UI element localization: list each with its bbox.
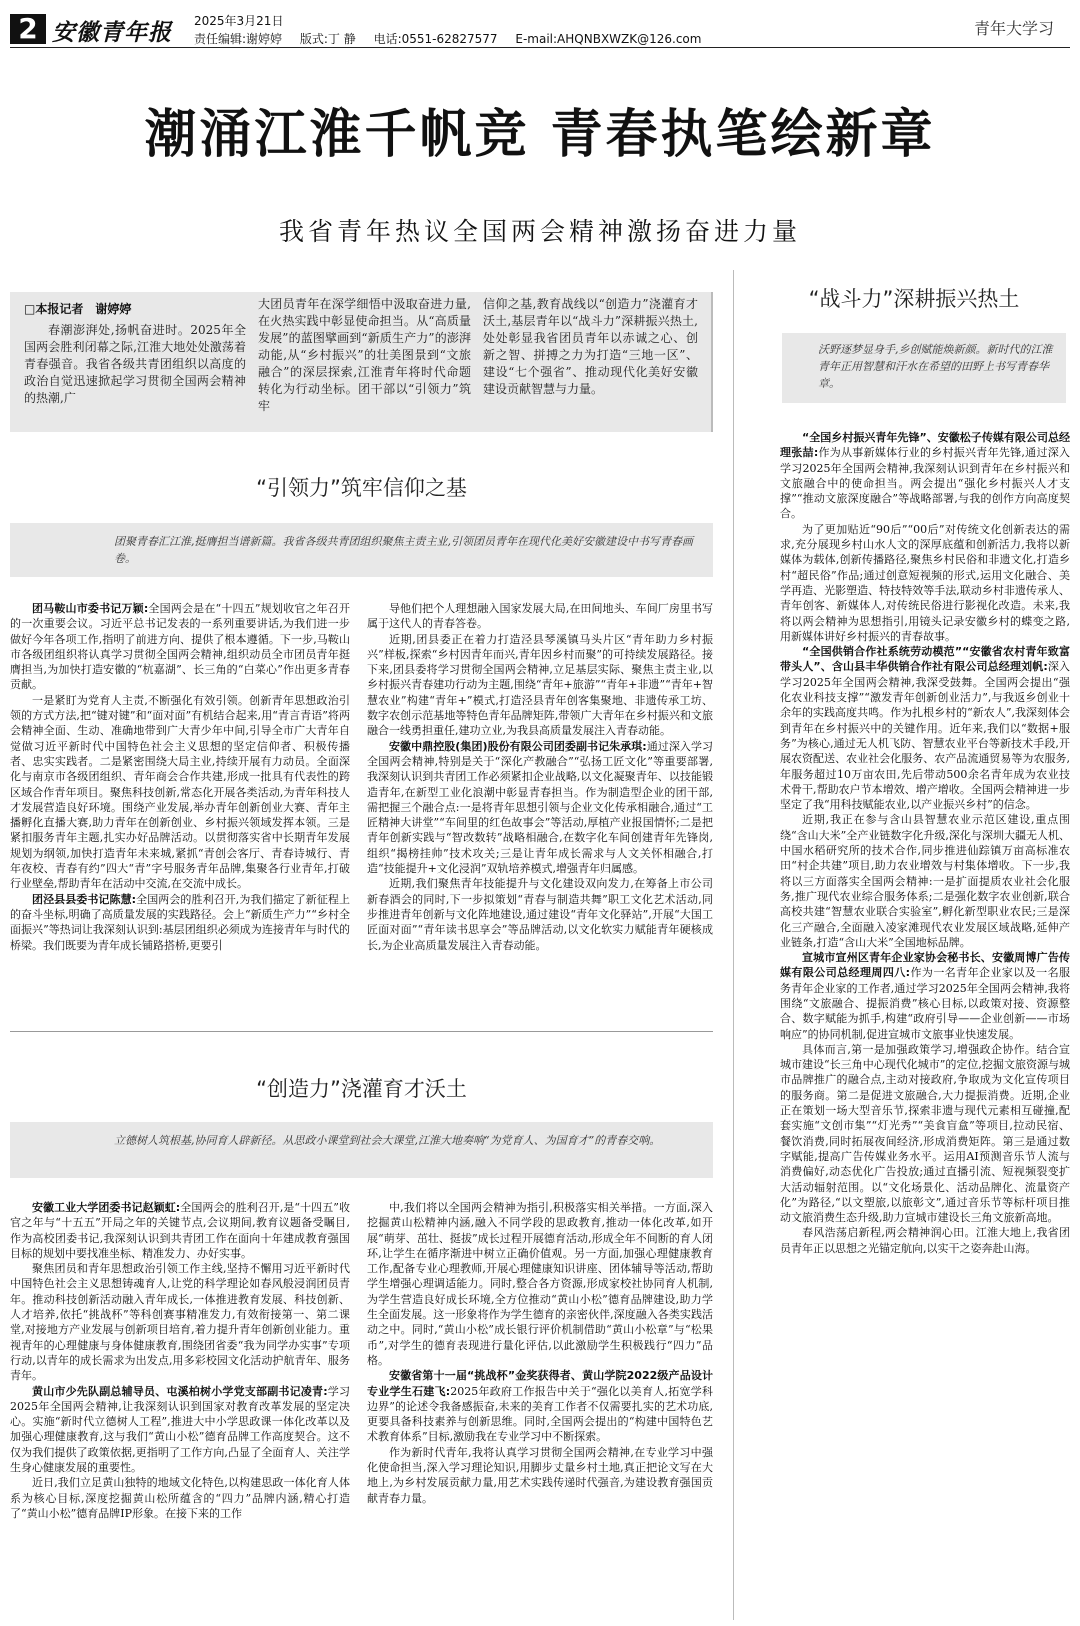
section-name: 青年大学习 xyxy=(973,19,1054,38)
section-title-yinling: “引领力”筑牢信仰之基 xyxy=(256,476,467,500)
paragraph xyxy=(367,632,713,739)
paragraph xyxy=(780,950,1070,1042)
paragraph xyxy=(10,1200,350,1261)
speaker-name: 团马鞍山市委书记万颖: xyxy=(32,602,149,615)
lead-column-3: 信仰之基,教育战线以“创造力”浇灌育才沃土,基层青年以“战斗力”深耕振兴热土,处处彰显我省团员青年以赤诚之心、创新之智、拼搏之力为打造“三地一区”、建设“七个强省”、推动现代化美好安徽建设贡献智慧与力量。 xyxy=(483,297,698,396)
page-number: 2 xyxy=(10,14,46,44)
byline: □本报记者 谢婷婷 xyxy=(24,302,132,316)
page-header xyxy=(10,10,1070,46)
paragraph xyxy=(780,522,1070,644)
headline: 潮涌江淮千帆竞 青春执笔绘新章 xyxy=(144,105,936,165)
paragraph xyxy=(10,1384,350,1476)
article-column xyxy=(367,1200,713,1620)
layout-designer: 版式:丁 静 xyxy=(299,32,356,46)
newspaper-name: 安徽青年报 xyxy=(52,19,172,46)
paragraph-text: 2025年政府工作报告中关于“强化以美育人,拓宽学科边界”的论述令我备感振奋,未来的美育工作者不仅需要扎实的艺术功底,更要具备科技素养与创新思维。同时,全国两会提出的“构建中国特色艺术教育体系”目标,激励我在专业学习中不断探索。 xyxy=(367,1384,713,1444)
paragraph xyxy=(780,1225,1070,1256)
section-divider xyxy=(10,1031,713,1032)
speaker-name: 安徽工业大学团委书记赵颖虹: xyxy=(32,1201,181,1214)
speaker-name: 安徽中鼎控股(集团)股份有限公司团委副书记朱承琪: xyxy=(389,739,647,753)
section-title-chuangzao: “创造力”浇灌育才沃土 xyxy=(256,1077,467,1101)
article-column xyxy=(10,1200,350,1620)
editor-info xyxy=(194,30,715,47)
paragraph-text: 近日,我们立足黄山独特的地域文化特色,以构建思政一体化育人体系为核心目标,深度挖掘黄山松所蕴含的“四力”品牌内涵,精心打造了“黄山小松”德育品牌IP形象。在接下来的工作 xyxy=(10,1476,350,1520)
paragraph xyxy=(10,1261,350,1383)
paragraph xyxy=(780,812,1070,950)
paragraph-text: 作为新时代青年,我将认真学习贯彻全国两会精神,在专业学习中强化使命担当,深入学习理论知识,用脚步丈量乡村土地,真正把论文写在大地上,为乡村发展贡献力量,用艺术实践传递时代强音,为建设教育强国贡献青春力量。 xyxy=(367,1445,713,1505)
paragraph xyxy=(367,1368,713,1444)
paragraph-text: 具体而言,第一是加强政策学习,增强政企协作。结合宣城市建设“长三角中心现代化城市”的定位,挖掘文旅资源与城市品牌推广的融合点,主动对接政府,争取成为文化宣传项目的服务商。第二是促进文旅融合,大力提振消费。近期,企业正在策划一场大型音乐节,探索非遗与现代元素相互碰撞,配套实施“文创市集”“灯光秀”“美食盲盒”等项目,拉动民宿、餐饮消费,同时拓展夜间经济,形成消费矩阵。第三是通过数字赋能,提高广告传媒业务水平。运用AI预测音乐节人流与消费偏好,动态优化广告投放;通过直播引流、短视频裂变扩大活动辐射范围。以“文化场景化、活动品牌化、流量资产化”为路径,“以文塑旅,以旅彰文”,通过音乐节等标杆项目推动文旅消费生态升级,助力宣城市建设长三角文旅新高地。 xyxy=(780,1042,1070,1225)
paragraph xyxy=(10,892,350,953)
paragraph xyxy=(780,644,1070,812)
paragraph-text: 学习2025年全国两会精神,让我深刻认识到国家对教育改革发展的坚定决心。实施“新时代立德树人工程”,推进大中小学思政课一体化改革以及加强心理健康教育,这与我们“黄山小松”德育品牌工作高度契合。这不仅为我们提供了政策依据,更指明了工作方向,凸显了全面育人、关注学生身心健康发展的重要性。 xyxy=(10,1384,350,1475)
speaker-name: 宣城市宣州区青年企业家协会秘书长、安徽周博广告传媒有限公司总经理周四八: xyxy=(780,951,1070,980)
paragraph-text: 导他们把个人理想融入国家发展大局,在田间地头、车间厂房里书写属于这代人的青春答卷。 xyxy=(367,602,713,631)
section-title-zhandou: “战斗力”深耕振兴热土 xyxy=(808,287,1020,311)
lead-column-1: 春潮澎湃处,扬帆奋进时。2025年全国两会胜利闭幕之际,江淮大地处处激荡着青春强音。我省各级共青团组织以高度的政治自觉迅速掀起学习贯彻全国两会精神的热潮,广 xyxy=(24,323,246,405)
paragraph xyxy=(367,739,713,877)
paragraph-text: 春风浩荡启新程,两会精神润心田。江淮大地上,我省团员青年正以思想之光锚定航向,以实干之姿奔赴山海。 xyxy=(780,1226,1070,1255)
article-column xyxy=(10,601,350,1019)
paragraph-text: 全国两会的胜利召开,是“十四五”收官之年与“十五五”开局之年的关键节点,会议期间,教育议题备受瞩目,作为高校团委书记,我深刻认识到共青团工作在面向十年建成教育强国目标的规划中要找准坐标、精准发力、办好实事。 xyxy=(10,1201,350,1260)
paragraph-text: 为了更加贴近“90后”“00后”对传统文化创新表达的需求,充分展现乡村山水人文的深厚底蕴和创新活力,我将以新媒体为载体,创新传播路径,聚焦乡村民俗和非遗文化,打造乡村“超民俗”作品;通过创意短视频的形式,运用文化融合、美学再造、光影塑造、特技特效等手法,联动乡村非遗传承人、青年创客、新媒体人,对传统民俗进行影视化改造。未来,我将以两会精神为思想指引,用镜头记录安徽乡村的蝶变之路,用新媒体讲好乡村振兴的青春故事。 xyxy=(780,522,1070,643)
paragraph-text: 作为从事新媒体行业的乡村振兴青年先锋,通过深入学习2025年全国两会精神,我深刻认识到青年在乡村振兴和文旅融合中的使命担当。两会提出“强化乡村振兴人才支撑”“推动文旅深度融合”等战略部署,与我的创作方向高度契合。 xyxy=(780,446,1070,521)
section-intro-chuangzao: 立德树人筑根基,协同育人辟新径。从思政小课堂到社会大课堂,江淮大地奏响“为党育人、为国育才”的青春交响。 xyxy=(10,1122,713,1178)
paragraph xyxy=(780,430,1070,522)
paragraph xyxy=(367,1200,713,1368)
lead-column-2: 大团员青年在深学细悟中汲取奋进力量,在火热实践中彰显使命担当。从“高质量发展”的蓝图擘画到“新质生产力”的澎湃动能,从“乡村振兴”的壮美图景到“文旅融合”的深层探索,江淮青年将时代命题转化为行动坐标。团干部以“引领力”筑牢 xyxy=(258,297,471,413)
paragraph-text: 近期,我们聚焦青年技能提升与文化建设双向发力,在筹备上市公司新春酒会的同时,下一步拟策划“青春与制造共舞”职工文化艺术活动,同步推进青年创新与文化阵地建设,通过建设“青年文化驿站”,开展“大国工匠面对面”“青年读书思享会”等品牌活动,以文化软实力赋能青年硬核成长,为企业高质量发展注入青春动能。 xyxy=(367,877,713,952)
paragraph xyxy=(780,1042,1070,1226)
paragraph xyxy=(367,601,713,632)
section-intro-yinling: 团聚青春汇江淮,挺膺担当谱新篇。我省各级共青团组织聚焦主责主业,引领团员青年在现代化美好安徽建设中书写青春画卷。 xyxy=(10,523,713,577)
paragraph-text: 近期,我正在参与含山县智慧农业示范区建设,重点围绕“含山大米”全产业链数字化升级,深化与深圳大疆无人机、中国水稻研究所的技术合作,同步推进仙踪镇万亩高标准农田“村企共建”项目,助力农业增效与村集体增收。下一步,我将以三方面落实全国两会精神:一是扩面提质农业社会化服务,推广现代农业综合服务体系;二是强化数字农业创新,联合高校共建“智慧农业联合实验室”,孵化新型职业农民;三是深化三产融合,全面融入凌家滩现代农业发展区域战略,延伸产业链条,打造“含山大米”全国地标品牌。 xyxy=(780,813,1070,949)
paragraph-text: 中,我们将以全国两会精神为指引,积极落实相关举措。一方面,深入挖掘黄山松精神内涵,融入不同学段的思政教育,推动一体化改革,如开展“萌芽、茁壮、挺拔”成长过程开展德育活动,形成全年不间断的育人闭环,让学生在循序渐进中树立正确价值观。另一方面,加强心理健康教育工作,配备专业心理教师,开展心理健康知识讲座、团体辅导等活动,帮助学生增强心理调适能力。同时,整合各方资源,形成家校社协同育人机制,为学生营造良好成长环境,全方位推动“黄山小松”德育品牌建设,助力学生全面发展。这一形象将作为学生德育的亲密伙伴,深度融入各类实践活动之中。同时,“黄山小松”成长银行评价机制借助“黄山小松章”与“松果币”,对学生的德育表现进行量化评估,以此激励学生积极践行“四力”品格。 xyxy=(367,1201,713,1367)
paragraph xyxy=(10,693,350,892)
paragraph-text: 近期,团县委正在着力打造泾县琴溪镇马头片区“青年助力乡村振兴”样板,探索“乡村因青年而兴,青年因乡村而聚”的可持续发展路径。接下来,团县委将学习贯彻全国两会精神,立足基层实际、聚焦主责主业,以乡村振兴青春建功行动为主题,围绕“青年+旅游”“青年+非遗”“青年+智慧农业”构建“青年+”模式,打造泾县青年创客集聚地、非遗传承工坊、数字农创示范基地等特色青年品牌矩阵,带领广大青年在乡村振兴和文旅融合一线勇担重任,建功立业,为我县高质量发展注入青春动能。 xyxy=(367,632,713,738)
paragraph-text: 聚焦团员和青年思想政治引领工作主线,坚持不懈用习近平新时代中国特色社会主义思想铸魂育人,让党的科学理论如春风般浸润团员青年。推动科技创新活动融入青年成长,一体推进教育发展、科技创新、人才培养,依托“挑战杯”等科创赛事精准发力,有效衔接第一、第二课堂,对接地方产业发展与创新项目培育,着力提升青年创新创业能力。重视青年的心理健康与身体健康教育,围绕团省委“我为同学办实事”专项行动,以青年的成长需求为出发点,用多彩校园文化活动护航青年、服务青年。 xyxy=(10,1262,350,1383)
email: E-mail:AHQNBXWZK@126.com xyxy=(515,32,702,46)
paragraph-text: 深入学习2025年全国两会精神,我深受鼓舞。全国两会提出“强化农业科技支撑”“激发青年创新创业活力”,与我返乡创业十余年的实践高度共鸣。作为扎根乡村的“新农人”,我深刻体会到青年在乡村振兴中的关键作用。近年来,我们以“数据+服务”为核心,通过无人机飞防、智慧农业平台等新技术手段,开展农资配送、农业社会化服务、农产品流通贸易等为农服务,年服务超过10万亩农田,先后带动500余名青年成为农业技术骨干,帮助农户节本增效、增产增收。全国两会精神进一步坚定了我“用科技赋能农业,以产业振兴乡村”的信念。 xyxy=(780,660,1070,812)
speaker-name: “全国供销合作社系统劳动模范”“安徽省农村青年致富带头人”、含山县丰华供销合作社有限公司总经理刘帆: xyxy=(780,645,1070,674)
speaker-name: 团泾县县委书记陈慧: xyxy=(32,892,137,906)
editor: 责任编辑:谢婷婷 xyxy=(194,32,283,46)
speaker-name: 安徽省第十一届“挑战杯”金奖获得者、黄山学院2022级产品设计专业学生石建飞: xyxy=(367,1369,713,1398)
paragraph-text: 一是紧盯为党育人主责,不断强化有效引领。创新青年思想政治引领的方式方法,把“键对键”和“面对面”有机结合起来,用“青言青语”将两会精神全面、生动、准确地带到广大青少年中间,引导全市广大青年自觉做习近平新时代中国特色社会主义思想的坚定信仰者、积极传播者、忠实实践者。二是紧密围绕大局主业,持续开展有力动员。全面深化与南京市各级团组织、青年商会合作共建,形成一批具有代表性的跨区域合作青年项目。聚焦科技创新,常态化开展各类活动,为青年科技人才发展营造良好环境。围绕产业发展,举办青年创新创业大赛、青年主播孵化直播大赛,助力青年在创新创业、乡村振兴领域发挥本领。三是紧扣服务青年主题,扎实办好品牌活动。以贯彻落实省中长期青年发展规划为纲领,加快打造青年未来城,紧抓“青创会客厅、青春诗城行、青年夜校、青春有约”四大“青”字号服务青年品牌,集聚各行业青年,打破行业壁垒,帮助青年在活动中交流,在交流中成长。 xyxy=(10,693,350,891)
article-column xyxy=(367,601,713,1019)
paragraph xyxy=(10,1475,350,1521)
paragraph xyxy=(10,601,350,693)
article-column xyxy=(780,430,1070,1620)
paragraph-text: 作为一名青年企业家以及一名服务青年企业家的工作者,通过学习2025年全国两会精神,我将围绕“文旅融合、提振消费”核心目标,以政策对接、资源整合、数字赋能为抓手,构建“政府引导——企业创新——市场响应”的协同机制,促进宣城市文旅事业快速发展。 xyxy=(780,966,1070,1041)
speaker-name: 黄山市少先队副总辅导员、屯溪柏树小学党支部副书记凌青: xyxy=(32,1384,328,1398)
header-divider xyxy=(10,47,1070,48)
section-intro-zhandou: 沃野逐梦显身手,乡创赋能焕新颜。新时代的江淮青年正用智慧和汗水在希望的田野上书写青春华章。 xyxy=(782,333,1066,403)
speaker-name: “全国乡村振兴青年先锋”、安徽松子传媒有限公司总经理张喆: xyxy=(780,431,1070,460)
paragraph-text: 全国两会的胜利召开,为我们描定了新征程上的奋斗坐标,明确了高质量发展的实践路径。会上“新质生产力”“乡村全面振兴”等热词让我深刻认识到:基层团组织必须成为连接青年与时代的桥梁。我们既要为青年成长铺路搭桥,更要引 xyxy=(10,892,350,952)
paragraph-text: 通过深入学习全国两会精神,特别是关于“深化产教融合”“弘扬工匠文化”等重要部署,我深刻认识到共青团工作必须紧扣企业战略,以文化凝聚青年、以技能锻造青年,在新型工业化浪潮中彰显青春担当。作为制造型企业的团干部,需把握三个融合点:一是将青年思想引领与企业文化传承相融合,通过“工匠精神大讲堂”“车间里的红色故事会”等活动,厚植产业报国情怀;二是把青年创新实践与“智改数转”战略相融合,在数字化车间创建青年先锋岗,组织“揭榜挂帅”技术攻关;三是让青年成长需求与人文关怀相融合,打造“技能提升+文化浸润”双轨培养模式,增强青年归属感。 xyxy=(367,739,713,876)
paragraph xyxy=(367,876,713,952)
paragraph xyxy=(367,1445,713,1506)
column-separator xyxy=(733,270,734,1620)
subheadline: 我省青年热议全国两会精神激扬奋进力量 xyxy=(278,217,801,246)
issue-date: 2025年3月21日 xyxy=(194,14,284,28)
phone: 电话:0551-62827577 xyxy=(373,32,498,46)
paragraph-text: 全国两会是在“十四五”规划收官之年召开的一次重要会议。习近平总书记发表的一系列重要讲话,为我们进一步做好今年各项工作,指明了前进方向、提供了根本遵循。下一步,马鞍山市各级团组织将认真学习贯彻全国两会精神,组织动员全市团员青年挺膺担当,为加快打造安徽的“杭嘉湖”、长三角的“白菜心”作出更多青春贡献。 xyxy=(10,602,350,692)
